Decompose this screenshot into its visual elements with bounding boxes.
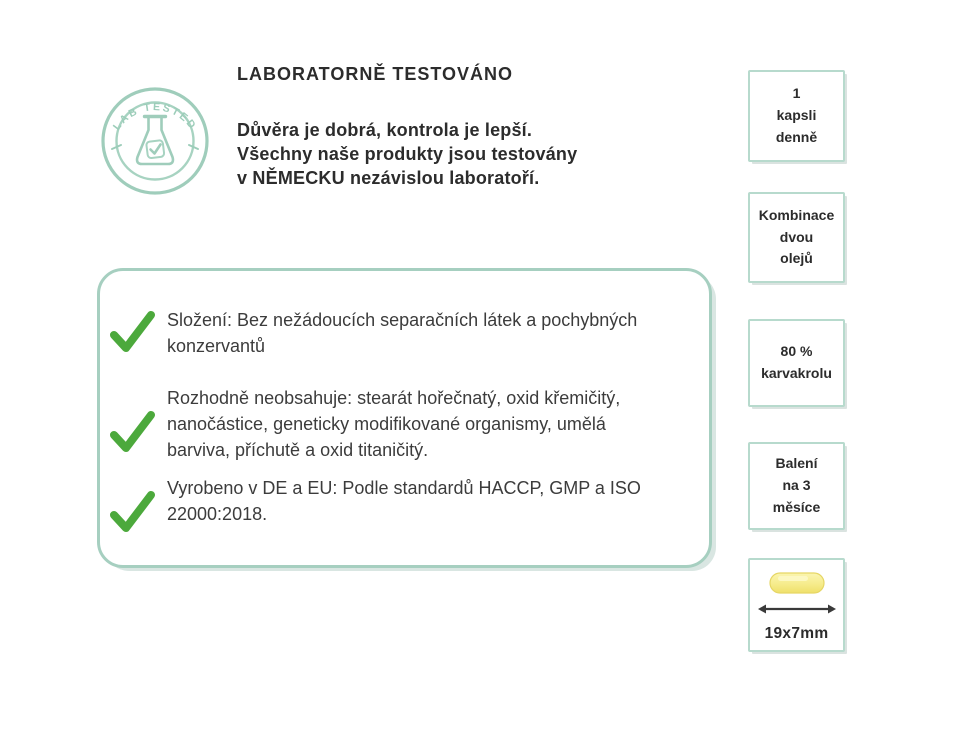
checklist-item <box>108 475 685 535</box>
fact-line: 1 <box>792 85 801 102</box>
badge-arc-label: LAB TESTED <box>110 101 200 133</box>
fact-line: na 3 <box>782 477 811 494</box>
fact-box-capsule-size <box>748 558 845 652</box>
fact-box-oil-combination <box>748 192 845 283</box>
width-arrow-icon <box>758 605 836 614</box>
subtitle-line: v NĚMECKU nezávislou laboratoří. <box>237 168 540 188</box>
subtitle-line: Důvěra je dobrá, kontrola je lepší. <box>237 120 533 140</box>
fact-line: karvakrolu <box>761 365 832 381</box>
fact-line: Kombinace <box>758 206 835 223</box>
subtitle-line: Všechny naše produkty jsou testovány <box>237 144 578 164</box>
checklist-item-text: Vyrobeno v DE a EU: Podle standardů HACCP, GMP a ISO 22000:2018. <box>167 478 641 524</box>
fact-box-dosage <box>748 70 845 162</box>
checkmark-icon <box>108 409 156 455</box>
checklist-item <box>108 385 685 463</box>
checkmark-icon <box>108 309 156 355</box>
checkmark-icon <box>108 489 156 535</box>
fact-line: denně <box>775 128 818 145</box>
subtitle <box>237 118 577 190</box>
flask-icon <box>137 117 173 165</box>
fact-box-carvacrol <box>748 319 845 407</box>
fact-line: olejů <box>780 250 813 267</box>
fact-line: měsíce <box>772 498 821 515</box>
checklist-item <box>108 307 685 359</box>
fact-line: 80 % <box>780 343 813 360</box>
lab-tested-badge-icon <box>100 86 210 196</box>
checklist-panel <box>97 268 712 568</box>
fact-box-supply <box>748 442 845 530</box>
checklist-item-text: Složení: Bez nežádoucích separačních látek a pochybných konzervantů <box>167 310 638 356</box>
page-title: LABORATORNĚ TESTOVÁNO <box>237 64 514 84</box>
checklist-item-text: Rozhodně neobsahuje: stearát hořečnatý, oxid křemičitý, nanočástice, geneticky modifikované organismy, umělá barviva, příchutě a oxid titaničitý. <box>167 388 621 460</box>
fact-line: Balení <box>775 455 818 472</box>
fact-line: kapsli <box>776 107 817 124</box>
capsule-icon <box>752 569 842 621</box>
fact-line: dvou <box>779 228 814 245</box>
capsule-size-label: 19x7mm <box>764 625 829 643</box>
